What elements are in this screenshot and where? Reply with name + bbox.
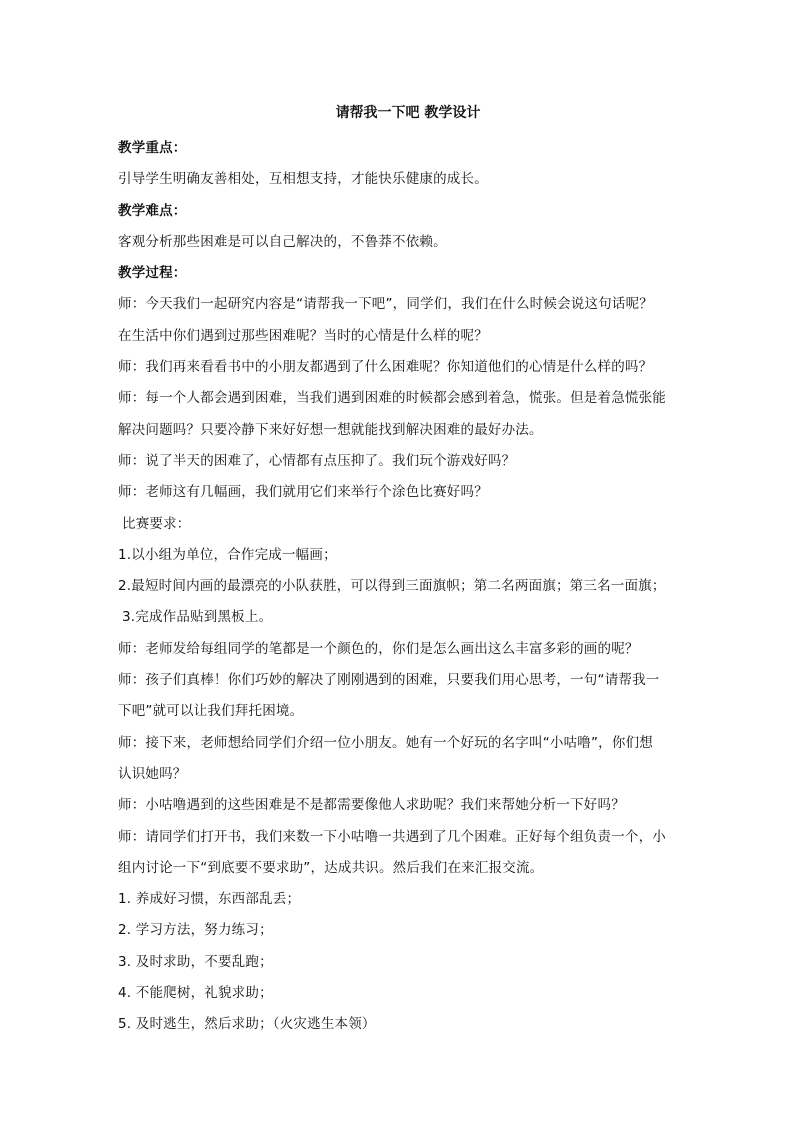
paragraph-line: 师：请同学们打开书，我们来数一下小咕噜一共遇到了几个困难。正好每个组负责一个，小	[118, 828, 666, 845]
paragraph-line: 解决问题吗？只要冷静下来好好想一想就能找到解决困难的最好办法。	[118, 421, 543, 438]
difficulty-list-item: 4. 不能爬树，礼貌求助；	[118, 985, 273, 1002]
paragraph-line: 师：我们再来看看书中的小朋友都遇到了什么困难呢？你知道他们的心情是什么样的吗？	[118, 359, 653, 376]
paragraph-line: 师：小咕噜遇到的这些困难是不是都需要像他人求助呢？我们来帮她分析一下好吗？	[118, 797, 625, 814]
section-heading-focus: 教学重点：	[118, 140, 187, 156]
paragraph-line: 下吧”就可以让我们拜托困境。	[118, 703, 304, 720]
section-heading-process: 教学过程：	[118, 265, 187, 282]
paragraph-line: 师：今天我们一起研究内容是“请帮我一下吧”，同学们，我们在什么时候会说这句话呢？	[118, 296, 653, 313]
rule-item: 2.最短时间内画的最漂亮的小队获胜，可以得到三面旗帜；第二名两面旗；第三名一面旗；	[118, 578, 666, 595]
paragraph-line: 认识她吗？	[118, 765, 187, 782]
competition-rules-label: 比赛要求：	[122, 515, 191, 532]
paragraph-line: 师：孩子们真棒！你们巧妙的解决了刚刚遇到的困难，只要我们用心思考，一句“请帮我一	[118, 672, 660, 689]
rule-item: 3.完成作品贴到黑板上。	[122, 609, 273, 626]
difficulty-list-item: 1. 养成好习惯，东西部乱丢；	[118, 891, 301, 908]
difficulty-list-item: 2. 学习方法，努力练习；	[118, 922, 273, 939]
paragraph-line: 师：接下来，老师想给同学们介绍一位小朋友。她有一个好玩的名字叫“小咕噜”，你们想	[118, 734, 653, 751]
paragraph-line: 师：每一个人都会遇到困难，当我们遇到困难的时候都会感到着急，慌张。但是着急慌张能	[118, 390, 666, 407]
section-text-difficulty: 客观分析那些困难是可以自己解决的，不鲁莽不依赖。	[118, 233, 447, 250]
paragraph-line: 师：说了半天的困难了，心情都有点压抑了。我们玩个游戏好吗？	[118, 452, 516, 469]
paragraph-line: 组内讨论一下“到底要不要求助”，达成共识。然后我们在来汇报交流。	[118, 859, 544, 876]
paragraph-line: 师：老师发给每组同学的笔都是一个颜色的，你们是怎么画出这么丰富多彩的画的呢？	[118, 640, 639, 657]
process-body	[118, 289, 678, 1040]
difficulty-list-item: 5. 及时逃生，然后求助；（火灾逃生本领）	[118, 1016, 376, 1033]
section-text-focus: 引导学生明确友善相处，互相想支持，才能快乐健康的成长。	[118, 171, 488, 188]
document-title: 请帮我一下吧 教学设计	[335, 105, 481, 121]
rule-item: 1.以小组为单位，合作完成一幅画；	[118, 546, 337, 563]
section-heading-difficulty: 教学难点：	[118, 202, 187, 219]
document-page	[118, 102, 678, 1041]
paragraph-line: 师：老师这有几幅画，我们就用它们来举行个涂色比赛好吗？	[118, 484, 488, 501]
paragraph-line: 在生活中你们遇到过那些困难呢？当时的心情是什么样的呢？	[118, 327, 488, 344]
difficulty-list-item: 3. 及时求助，不要乱跑；	[118, 953, 273, 970]
